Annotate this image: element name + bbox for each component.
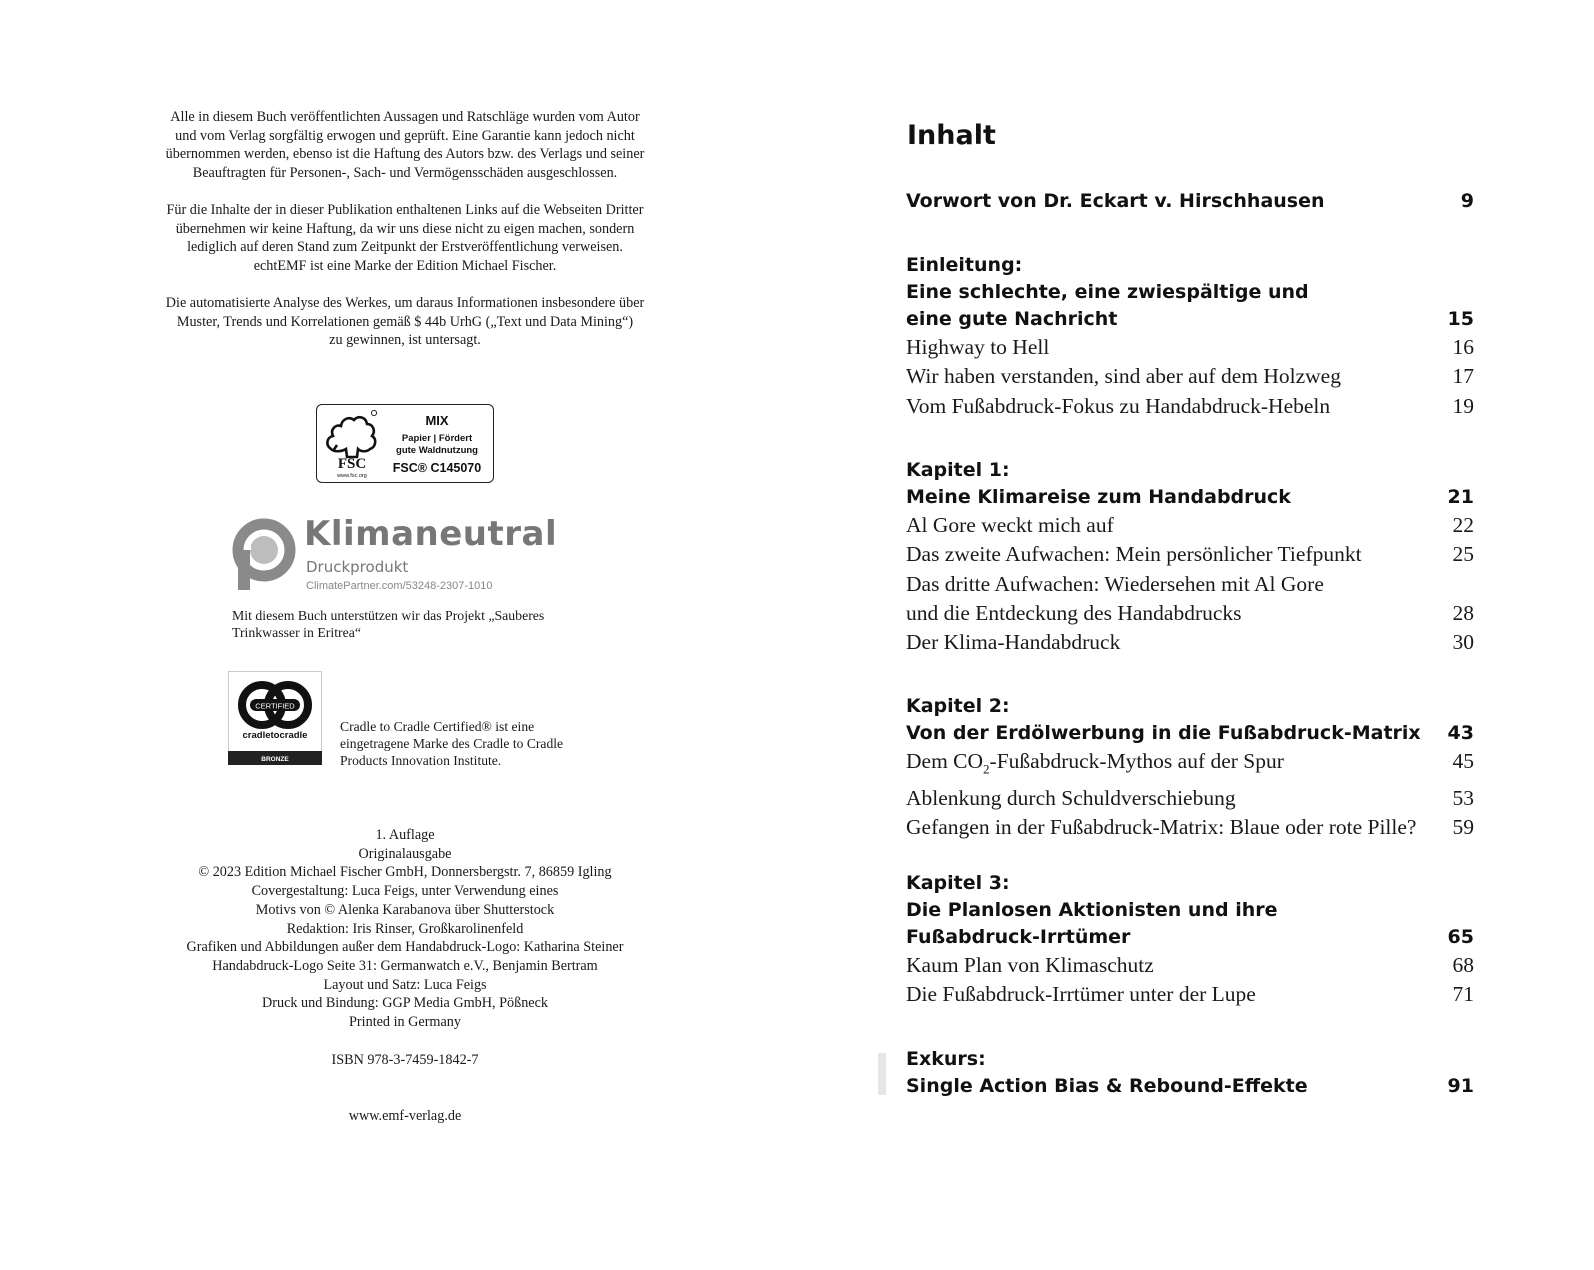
toc-page: 22	[1452, 513, 1474, 537]
c2c-line: Products Innovation Institute.	[340, 753, 502, 768]
klimaneutral-url: ClimatePartner.com/53248-2307-1010	[306, 580, 493, 592]
project-note	[232, 607, 592, 641]
project-line: Trinkwasser in Eritrea“	[232, 625, 361, 640]
links-notice-line: lediglich auf deren Stand zum Zeitpunkt der Erstveröffentlichung verweisen.	[187, 239, 623, 256]
fsc-code: FSC® C145070	[392, 461, 482, 475]
toc-heading: Kapitel 1:	[906, 459, 1010, 481]
fsc-brand: FSC	[337, 456, 367, 472]
toc-page: 19	[1452, 393, 1474, 418]
toc-page: 15	[1447, 308, 1474, 330]
toc-page: 30	[1452, 630, 1474, 655]
imprint-line: Printed in Germany	[349, 1014, 461, 1031]
toc-page: 43	[1447, 722, 1474, 744]
toc-vorwort[interactable]	[906, 188, 1474, 215]
imprint-line: Druck und Bindung: GGP Media GmbH, Pößneck	[262, 995, 548, 1012]
toc-heading: Exkurs:	[906, 1048, 986, 1070]
c2c-brand: cradletocradle	[242, 730, 308, 741]
toc-page: 25	[1452, 542, 1474, 567]
toc-entry[interactable]	[906, 392, 1474, 421]
disclaimer-line: übernommen werden, ebenso ist die Haftung des Autors bzw. des Verlags und seiner	[165, 146, 645, 163]
toc-exkurs[interactable]	[906, 1046, 1474, 1100]
climatepartner-icon	[230, 518, 300, 594]
fsc-text-1: Papier | Fördert	[401, 433, 473, 444]
toc-heading: Einleitung:	[906, 254, 1023, 276]
toc-entry[interactable]	[906, 570, 1474, 599]
toc-entry-label: Das zweite Aufwachen: Mein persönlicher Tiefpunkt	[906, 542, 1362, 567]
c2c-trademark	[340, 718, 600, 769]
imprint-line: Motivs von © Alenka Karabanova über Shutterstock	[255, 901, 555, 918]
imprint-line: Handabdruck-Logo Seite 31: Germanwatch e.V., Benjamin Bertram	[212, 957, 598, 974]
legal-notice	[120, 108, 690, 350]
toc-heading: Die Planlosen Aktionisten und ihre	[906, 899, 1278, 921]
links-notice-line: echtEMF ist eine Marke der Edition Michael Fischer.	[253, 257, 557, 274]
toc-entry[interactable]	[906, 747, 1474, 784]
project-line: Mit diesem Buch unterstützen wir das Projekt „Sauberes	[232, 608, 545, 623]
toc-entry-label: Die Fußabdruck-Irrtümer unter der Lupe	[906, 982, 1256, 1007]
disclaimer-line: Beauftragten für Personen-, Sach- und Vermögensschäden ausgeschlossen.	[192, 164, 618, 181]
toc-entry[interactable]	[906, 980, 1474, 1009]
c2c-line: Cradle to Cradle Certified® ist eine	[340, 719, 535, 734]
toc-page: 21	[1447, 486, 1474, 508]
toc-heading: Kapitel 2:	[906, 695, 1010, 717]
toc-page: 68	[1452, 953, 1474, 977]
toc-heading: Single Action Bias & Rebound-Effekte	[906, 1075, 1308, 1097]
toc-entry-label: Kaum Plan von Klimaschutz	[906, 953, 1154, 977]
isbn: ISBN 978-3-7459-1842-7	[331, 1052, 479, 1068]
c2c-line: eingetragene Marke des Cradle to Cradle	[340, 736, 564, 751]
imprint-line: Covergestaltung: Luca Feigs, unter Verwendung eines	[251, 883, 559, 900]
toc-page: 17	[1452, 364, 1474, 389]
toc-entry[interactable]	[906, 599, 1474, 628]
exkurs-marker	[878, 1053, 886, 1095]
toc-entry[interactable]	[906, 813, 1474, 842]
toc-entry-label: Der Klima-Handabdruck	[906, 630, 1121, 655]
toc-entry-label: Vom Fußabdruck-Fokus zu Handabdruck-Hebeln	[906, 393, 1331, 418]
toc-page: 45	[1452, 749, 1474, 773]
toc-heading: Eine schlechte, eine zwiespältige und	[906, 281, 1309, 303]
fsc-mix: MIX	[425, 413, 449, 428]
klimaneutral-title: Klimaneutral	[304, 514, 558, 554]
toc-heading: Meine Klimareise zum Handabdruck	[906, 486, 1291, 508]
fsc-label	[316, 404, 494, 483]
imprint	[120, 826, 690, 1032]
toc-heading: Kapitel 3:	[906, 872, 1010, 894]
toc-heading: Von der Erdölwerbung in die Fußabdruck-Matrix	[906, 722, 1421, 744]
imprint-line: Redaktion: Iris Rinser, Großkarolinenfeld	[286, 920, 524, 937]
imprint-line: Layout und Satz: Luca Feigs	[323, 976, 487, 993]
toc-entry-label: Wir haben verstanden, sind aber auf dem Holzweg	[906, 364, 1341, 389]
co2-text: Dem CO	[906, 749, 984, 773]
disclaimer-line: und vom Verlag sorgfältig erwogen und geprüft. Eine Garantie kann jedoch nicht	[175, 127, 635, 144]
imprint-line: Originalausgabe	[358, 845, 452, 862]
toc-entry[interactable]	[906, 362, 1474, 391]
toc-page: 71	[1452, 982, 1474, 1007]
toc-einleitung[interactable]	[906, 252, 1474, 421]
imprint-line: Grafiken und Abbildungen außer dem Handabdruck-Logo: Katharina Steiner	[186, 939, 624, 956]
toc-page: 16	[1452, 335, 1474, 359]
toc-entry[interactable]	[906, 333, 1474, 362]
links-notice-line: Für die Inhalte der in dieser Publikation enthaltenen Links auf die Webseiten Dritter	[166, 201, 644, 218]
toc-heading: Vorwort von Dr. Eckart v. Hirschhausen	[906, 190, 1325, 212]
toc-heading: eine gute Nachricht	[906, 308, 1118, 330]
publisher-website[interactable]: www.emf-verlag.de	[348, 1108, 462, 1124]
toc-kapitel-1[interactable]	[906, 457, 1474, 657]
toc-page: 28	[1452, 600, 1474, 625]
c2c-level: BRONZE	[261, 756, 289, 763]
co2-subscript: 2	[983, 761, 990, 777]
toc-entry[interactable]	[906, 540, 1474, 569]
toc-kapitel-3[interactable]	[906, 870, 1474, 1010]
toc-entry[interactable]	[906, 628, 1474, 657]
imprint-line: © 2023 Edition Michael Fischer GmbH, Donnersbergstr. 7, 86859 Igling	[198, 864, 612, 881]
toc-page: 9	[1460, 190, 1474, 212]
klimaneutral-subtitle: Druckprodukt	[306, 558, 409, 576]
toc-entry-label: Ablenkung durch Schuldverschiebung	[906, 785, 1236, 810]
co2-text-rest: -Fußabdruck-Mythos auf der Spur	[989, 749, 1284, 773]
toc-entry-label	[906, 747, 1284, 784]
toc-page: 65	[1447, 926, 1474, 948]
toc-entry[interactable]	[906, 951, 1474, 980]
toc-entry-label: Das dritte Aufwachen: Wiedersehen mit Al Gore	[906, 571, 1324, 596]
toc-entry-label: Highway to Hell	[906, 335, 1050, 359]
fsc-tree-icon	[321, 405, 383, 481]
c2c-logo	[228, 671, 322, 765]
toc-entry-label: Gefangen in der Fußabdruck-Matrix: Blaue oder rote Pille?	[906, 814, 1417, 839]
text-mining-line: Muster, Trends und Korrelationen gemäß $ 44b UrhG („Text und Data Mining“)	[176, 313, 634, 330]
toc-page: 59	[1452, 814, 1474, 839]
toc-entry[interactable]	[906, 511, 1474, 540]
toc-title: Inhalt	[907, 120, 996, 151]
toc-entry-label: Al Gore weckt mich auf	[906, 513, 1114, 537]
toc-entry[interactable]	[906, 784, 1474, 813]
c2c-infinity-icon	[228, 671, 322, 765]
toc-entry-label: und die Entdeckung des Handabdrucks	[906, 600, 1242, 625]
toc-page: 91	[1447, 1075, 1474, 1097]
fsc-site: www.fsc.org	[337, 473, 367, 479]
text-mining-line: Die automatisierte Analyse des Werkes, um daraus Informationen insbesondere über	[165, 294, 645, 311]
fsc-text-2: gute Waldnutzung	[396, 444, 478, 456]
toc-heading: Fußabdruck-Irrtümer	[906, 926, 1131, 948]
c2c-certified: CERTIFIED	[255, 701, 295, 711]
text-mining-line: zu gewinnen, ist untersagt.	[329, 332, 481, 349]
links-notice-line: übernehmen wir keine Haftung, da wir uns diese nicht zu eigen machen, sondern	[175, 220, 635, 237]
toc-kapitel-2[interactable]	[906, 693, 1474, 842]
imprint-line: 1. Auflage	[375, 827, 435, 843]
disclaimer-line: Alle in diesem Buch veröffentlichten Aussagen und Ratschläge wurden vom Autor	[170, 109, 640, 125]
toc-page: 53	[1452, 785, 1474, 810]
